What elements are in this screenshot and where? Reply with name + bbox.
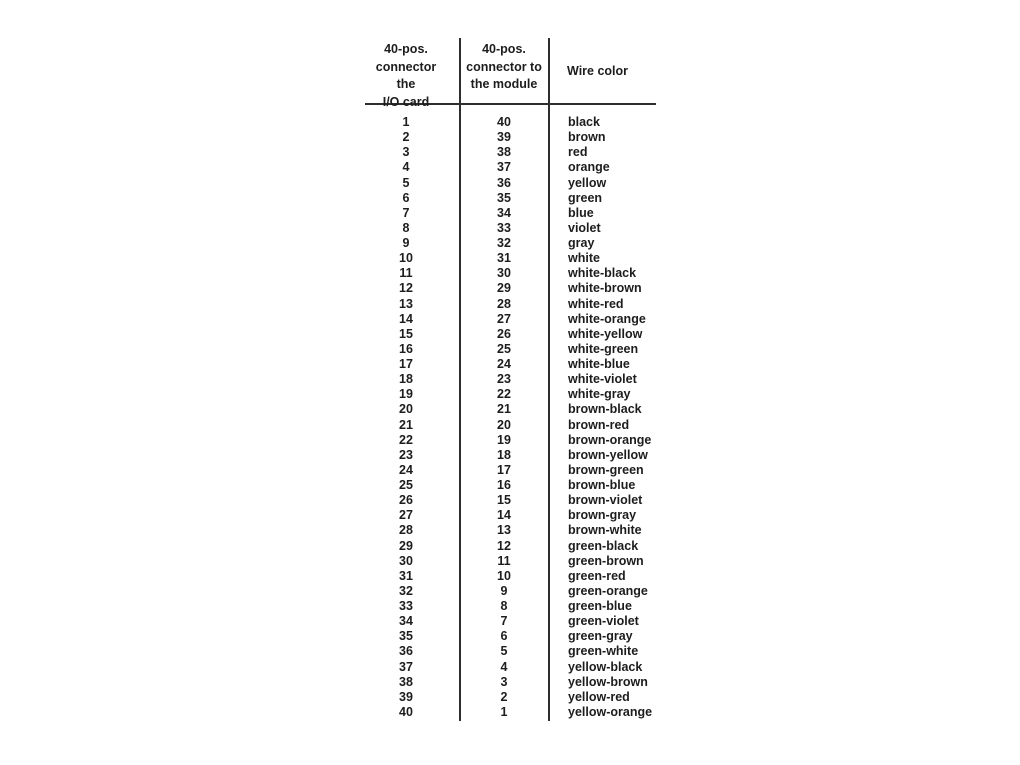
wire-color: violet: [568, 220, 601, 235]
io-card-pin: 15: [399, 326, 413, 341]
io-card-pin: 13: [399, 296, 413, 311]
io-card-pin: 7: [402, 205, 410, 220]
wire-color: green-brown: [568, 553, 644, 568]
io-card-pin: 31: [399, 568, 413, 583]
wire-color: yellow-orange: [568, 704, 653, 719]
wire-color: orange: [568, 160, 610, 175]
module-pin: 30: [497, 266, 511, 281]
io-card-pin: 25: [399, 478, 413, 492]
wire-color: blue: [568, 205, 594, 220]
wire-color: green-red: [568, 568, 626, 583]
io-card-pin: 2: [402, 130, 410, 145]
module-pin: 31: [497, 251, 511, 266]
table-row: [365, 206, 652, 221]
module-pin: 33: [497, 220, 511, 235]
table-row: [365, 160, 652, 175]
wire-color: gray: [568, 236, 595, 250]
table-row: [365, 629, 652, 644]
wire-color: yellow: [568, 175, 607, 190]
wire-color: green-black: [568, 538, 639, 553]
io-card-pin: 28: [399, 523, 413, 538]
io-card-pin: 35: [399, 629, 413, 644]
wire-color: green-orange: [568, 583, 648, 598]
io-card-pin: 39: [399, 689, 413, 704]
table-row: [365, 433, 652, 448]
table-row: [365, 236, 652, 251]
io-card-pin: 14: [399, 311, 413, 326]
module-pin: 28: [497, 296, 511, 311]
module-pin: 23: [497, 372, 511, 387]
io-card-pin: 16: [399, 341, 413, 356]
table-row: [365, 372, 652, 387]
table-row: [365, 478, 652, 493]
wire-color: brown-orange: [568, 432, 652, 447]
wire-color: white-black: [568, 266, 637, 281]
wire-color: green-blue: [568, 599, 632, 613]
wire-color: yellow-black: [568, 659, 643, 674]
wire-color: black: [568, 115, 600, 129]
io-card-pin: 1: [402, 115, 410, 129]
io-card-pin: 10: [399, 251, 413, 266]
module-pin: 24: [497, 357, 511, 371]
module-pin: 10: [497, 568, 511, 583]
table-row: [365, 281, 652, 296]
module-pin: 17: [497, 462, 511, 477]
wire-color: white-red: [568, 296, 624, 311]
table-row: [365, 402, 652, 417]
io-card-pin: 23: [399, 447, 413, 462]
module-pin: 6: [500, 629, 508, 644]
io-card-pin: 20: [399, 402, 413, 417]
module-pin: 8: [500, 599, 508, 613]
wire-color: yellow-red: [568, 689, 630, 704]
table-row: [365, 312, 652, 327]
io-card-pin: 4: [402, 160, 410, 175]
table-row: [365, 554, 652, 569]
module-pin: 35: [497, 190, 511, 205]
io-card-pin: 19: [399, 387, 413, 402]
module-pin: 29: [497, 281, 511, 296]
table-row: [365, 569, 652, 584]
io-card-pin: 9: [402, 236, 410, 250]
header-wire-color: Wire color: [567, 64, 629, 78]
wire-color: white-orange: [568, 311, 646, 326]
wire-color: brown-red: [568, 417, 630, 432]
io-card-pin: 27: [399, 508, 413, 523]
io-card-pin: 30: [399, 553, 413, 568]
io-card-pin: 26: [399, 493, 413, 508]
module-pin: 26: [497, 326, 511, 341]
table-row: [365, 493, 652, 508]
io-card-pin: 8: [402, 220, 410, 235]
table-row: [365, 660, 652, 675]
module-pin: 7: [500, 614, 508, 629]
table-row: [365, 130, 652, 145]
table-row: [365, 357, 652, 372]
io-card-pin: 36: [399, 644, 413, 659]
io-card-pin: 3: [402, 145, 410, 160]
wire-color: green-gray: [568, 629, 633, 644]
table-row: [365, 251, 652, 266]
module-pin: 32: [497, 236, 511, 250]
io-card-pin: 12: [399, 281, 413, 296]
module-pin: 38: [497, 145, 511, 160]
table-row: [365, 221, 652, 236]
module-pin: 20: [497, 417, 511, 432]
module-pin: 18: [497, 447, 511, 462]
io-card-pin: 24: [399, 462, 413, 477]
table-row: [365, 614, 652, 629]
table-row: [365, 705, 652, 720]
wire-color: white-violet: [568, 372, 637, 387]
io-card-pin: 29: [399, 538, 413, 553]
io-card-pin: 18: [399, 372, 413, 387]
module-pin: 9: [500, 583, 508, 598]
module-pin: 36: [497, 175, 511, 190]
module-pin: 40: [497, 115, 511, 129]
module-pin: 2: [500, 689, 508, 704]
table-row: [365, 644, 652, 659]
wire-color: brown-violet: [568, 493, 643, 508]
io-card-pin: 34: [399, 614, 413, 629]
module-pin: 25: [497, 341, 511, 356]
wire-color: brown-green: [568, 462, 644, 477]
wire-color: green: [568, 190, 603, 205]
wire-color: green-white: [568, 644, 639, 659]
table-row: [365, 690, 652, 705]
module-pin: 16: [497, 478, 511, 492]
wire-color: white-blue: [568, 357, 630, 371]
io-card-pin: 17: [399, 357, 413, 371]
io-card-pin: 5: [402, 175, 410, 190]
module-pin: 4: [500, 659, 508, 674]
table-row: [365, 418, 652, 433]
wire-color: red: [568, 145, 588, 160]
table-row: [365, 448, 652, 463]
module-pin: 39: [497, 130, 511, 145]
io-card-pin: 38: [399, 674, 413, 689]
wire-color: white-green: [568, 341, 639, 356]
module-pin: 11: [497, 553, 511, 568]
table-row: [365, 342, 652, 357]
table-row: [365, 463, 652, 478]
io-card-pin: 11: [399, 266, 413, 281]
wire-color: white-yellow: [568, 326, 643, 341]
wire-color: green-violet: [568, 614, 639, 629]
table-row: [365, 176, 652, 191]
io-card-pin: 40: [399, 704, 413, 719]
wire-color: brown-gray: [568, 508, 637, 523]
module-pin: 37: [497, 160, 511, 175]
module-pin: 22: [497, 387, 511, 402]
table-row: [365, 508, 652, 523]
wire-color: white-brown: [568, 281, 642, 296]
module-pin: 19: [497, 432, 511, 447]
table-row: [365, 145, 652, 160]
table-row: [365, 523, 652, 538]
module-pin: 3: [500, 674, 508, 689]
module-pin: 15: [497, 493, 511, 508]
table-row: [365, 191, 652, 206]
io-card-pin: 21: [399, 417, 413, 432]
io-card-pin: 37: [399, 659, 413, 674]
io-card-pin: 6: [402, 190, 410, 205]
module-pin: 21: [497, 402, 511, 417]
table-row: [365, 297, 652, 312]
table-row: [365, 387, 652, 402]
module-pin: 13: [497, 523, 511, 538]
table-row: [365, 327, 652, 342]
table-row: [365, 599, 652, 614]
table-body: [365, 115, 652, 720]
wire-color: white-gray: [568, 387, 631, 402]
table-row: [365, 115, 652, 130]
table-row: [365, 539, 652, 554]
wire-color: brown-black: [568, 402, 642, 417]
wire-color: brown-white: [568, 523, 642, 538]
module-pin: 5: [500, 644, 508, 659]
header-io-card-connector: 40-pos. connector the I/O card: [375, 42, 437, 109]
io-card-pin: 32: [399, 583, 413, 598]
wire-color: white: [568, 251, 600, 266]
module-pin: 27: [497, 311, 511, 326]
table-row: [365, 266, 652, 281]
io-card-pin: 33: [399, 599, 413, 613]
module-pin: 34: [497, 205, 511, 220]
wire-color: brown: [568, 130, 606, 145]
table-row: [365, 675, 652, 690]
header-module-connector: 40-pos. connector to the module: [466, 42, 542, 91]
module-pin: 1: [500, 704, 508, 719]
io-card-pin: 22: [399, 432, 413, 447]
module-pin: 12: [497, 538, 511, 553]
wire-color: brown-blue: [568, 478, 636, 492]
table-row: [365, 584, 652, 599]
wire-color: yellow-brown: [568, 674, 648, 689]
wire-color: brown-yellow: [568, 447, 648, 462]
module-pin: 14: [497, 508, 511, 523]
